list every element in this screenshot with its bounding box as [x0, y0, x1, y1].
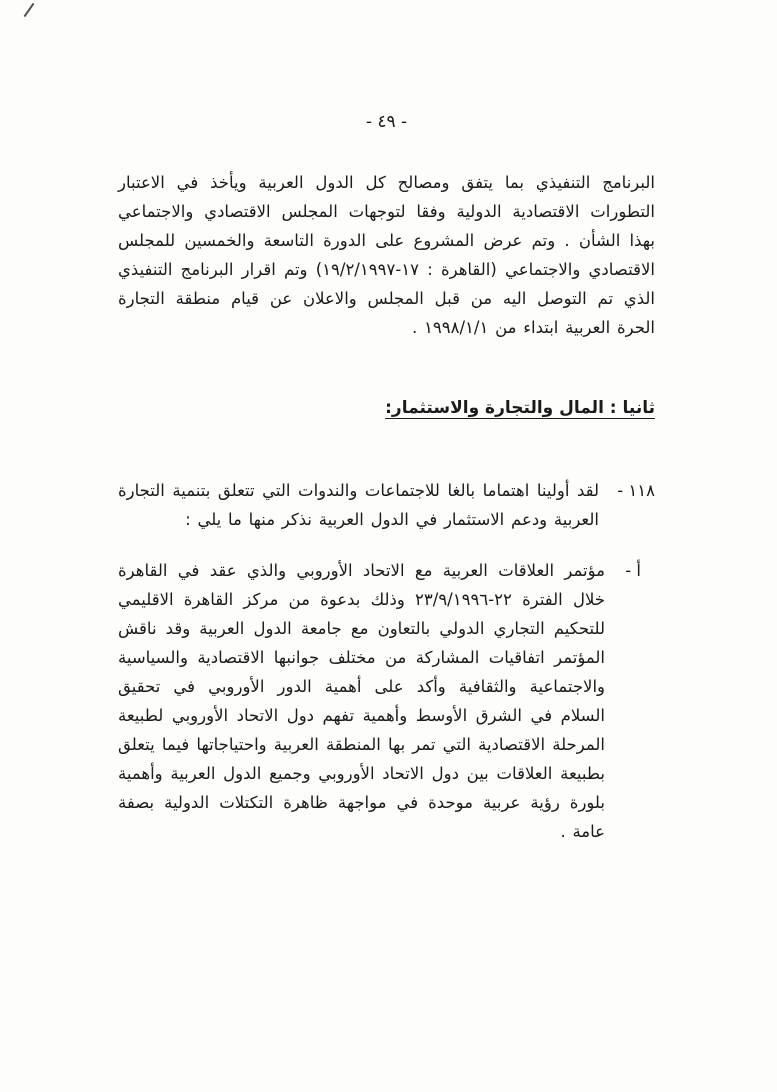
page-number: - ٤٩ - [365, 112, 408, 132]
item-118-marker: ١١٨ - [617, 481, 655, 500]
item-a-text: مؤتمر العلاقات العربية مع الاتحاد الأوروبي والذي عقد في القاهرة خلال الفترة ٢٢-٢٣/٩/١٩٩٦ وذلك بدعوة من مركز القاهرة الاقليمي للتحكيم التجاري الدولي بالتعاون مع جامعة الدول العربية وقد ناقش المؤتمر اتفاقيات المشاركة من مختلف جوانبها الاقتصادية والسياسية والاجتماعية والثقافية وأكد على أهمية الدور الأوروبي في تحقيق السلام في الشرق الأوسط وأهمية تفهم دول الاتحاد الأوروبي لطبيعة المرحلة الاقتصادية التي تمر بها المنطقة العربية واحتياجاتها فيما يتعلق بطبيعة العلاقات بين دول الاتحاد الأوروبي وجميع الدول العربية وأهمية بلورة رؤية عربية موحدة في مواجهة ظاهرة التكتلات الدولية بصفة عامة . [118, 561, 605, 841]
item-a-marker: أ - [625, 561, 641, 580]
item-a [118, 556, 641, 846]
item-118-text: لقد أولينا اهتماما بالغا للاجتماعات والندوات التي تتعلق بتنمية التجارة العربية ودعم الاستثمار في الدول العربية نذكر منها ما يلي : [118, 481, 599, 529]
section-heading: ثانيا : المال والتجارة والاستثمار: [385, 398, 655, 418]
intro-paragraph: البرنامج التنفيذي بما يتفق ومصالح كل الدول العربية ويأخذ في الاعتبار التطورات الاقتصادية الدولية وفقا لتوجهات المجلس الاقتصادي والاجتماعي بهذا الشأن . وتم عرض المشروع على الدورة التاسعة والخمسين للمجلس الاقتصادي والاجتماعي (القاهرة : ١٧-١٩/٢/١٩٩٧) وتم اقرار البرنامج التنفيذي الذي تم التوصل اليه من قبل المجلس والاعلان عن قيام منطقة التجارة الحرة العربية ابتداء من ١٩٩٨/١/١ . [118, 173, 655, 337]
item-118 [118, 476, 655, 534]
